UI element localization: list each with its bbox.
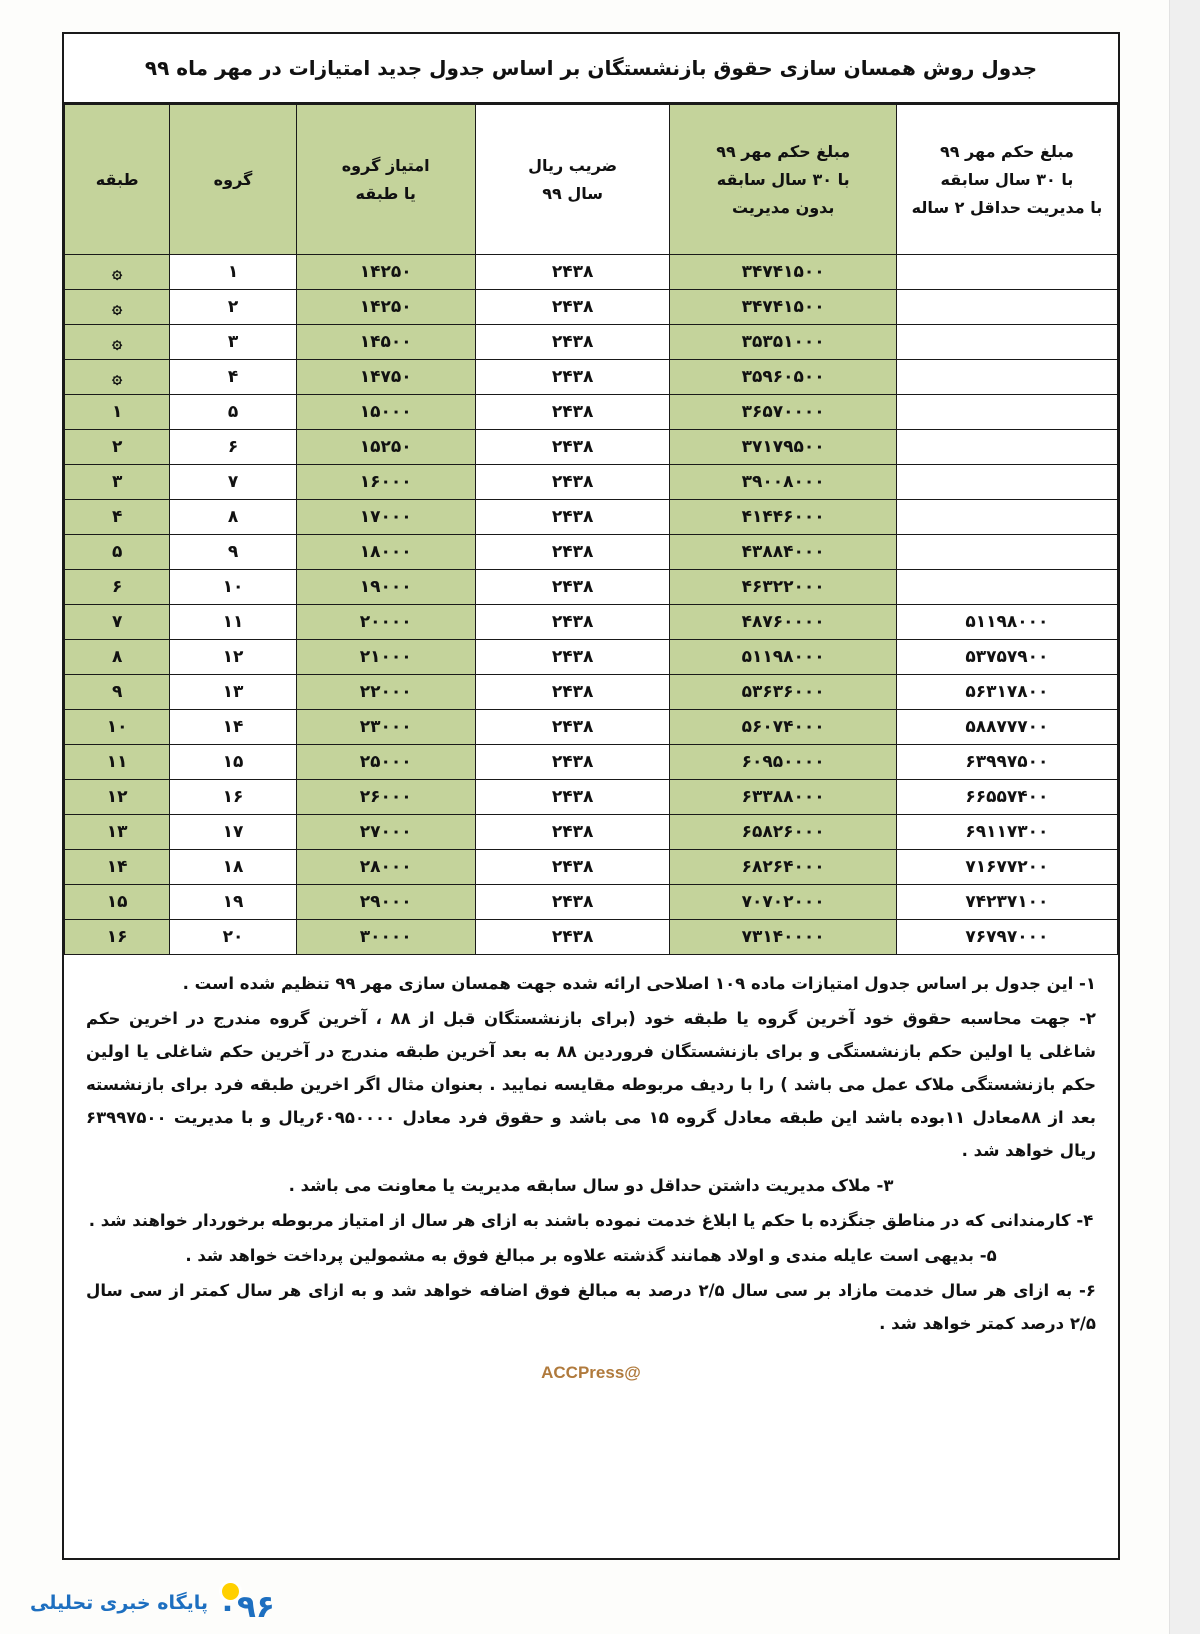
cell-emtiaz: ۲۸۰۰۰	[296, 850, 475, 885]
cell-emtiaz: ۳۰۰۰۰	[296, 920, 475, 955]
table-row	[65, 430, 1118, 465]
table-header	[65, 105, 1118, 255]
cell-ba-modiriat: ۶۹۱۱۷۳۰۰	[896, 815, 1117, 850]
document-sheet	[62, 32, 1120, 1560]
table-row	[65, 675, 1118, 710]
cell-bedoon-modiriat: ۴۸۷۶۰۰۰۰	[670, 605, 896, 640]
cell-ba-modiriat	[896, 325, 1117, 360]
cell-tabaghe: ۲	[65, 430, 170, 465]
cell-group: ۵	[170, 395, 296, 430]
cell-zarib: ۲۴۳۸	[475, 465, 670, 500]
cell-zarib: ۲۴۳۸	[475, 325, 670, 360]
cell-tabaghe: ۱۰	[65, 710, 170, 745]
cell-ba-modiriat: ۵۶۳۱۷۸۰۰	[896, 675, 1117, 710]
column-header-bedoon-modiriat	[670, 105, 896, 255]
cell-bedoon-modiriat: ۳۷۱۷۹۵۰۰	[670, 430, 896, 465]
cell-bedoon-modiriat: ۶۰۹۵۰۰۰۰	[670, 745, 896, 780]
cell-tabaghe: ۞	[65, 325, 170, 360]
cell-zarib: ۲۴۳۸	[475, 290, 670, 325]
cell-zarib: ۲۴۳۸	[475, 675, 670, 710]
table-row	[65, 360, 1118, 395]
cell-bedoon-modiriat: ۳۴۷۴۱۵۰۰	[670, 290, 896, 325]
cell-zarib: ۲۴۳۸	[475, 920, 670, 955]
note-item: ۴- کارمندانی که در مناطق جنگزده با حکم یا ابلاغ خدمت نموده باشند به ازای هر سال از امتیاز مربوطه برخوردار خواهند شد .	[88, 1211, 1094, 1230]
header-line: مبلغ حکم مهر ۹۹	[939, 141, 1074, 161]
logo-text: ۰۹۶	[218, 1589, 275, 1625]
header-line: ضریب ریال	[528, 155, 618, 175]
page-right-edge	[1169, 0, 1200, 1634]
table-row	[65, 920, 1118, 955]
cell-ba-modiriat: ۶۶۵۵۷۴۰۰	[896, 780, 1117, 815]
cell-emtiaz: ۱۹۰۰۰	[296, 570, 475, 605]
header-line: با ۳۰ سال سابقه	[940, 169, 1074, 189]
cell-zarib: ۲۴۳۸	[475, 885, 670, 920]
cell-tabaghe: ۳	[65, 465, 170, 500]
cell-group: ۱۹	[170, 885, 296, 920]
cell-emtiaz: ۲۷۰۰۰	[296, 815, 475, 850]
cell-group: ۲۰	[170, 920, 296, 955]
table-row	[65, 290, 1118, 325]
watermark-logo-icon	[218, 1581, 275, 1625]
column-header-zarib	[475, 105, 670, 255]
note-item: ۱- این جدول بر اساس جدول امتیازات ماده ۱۰۹ اصلاحی ارائه شده جهت همسان سازی مهر ۹۹ تنظیم شده است .	[182, 974, 1096, 993]
note-item: ۲- جهت محاسبه حقوق خود آخرین گروه یا طبقه خود (برای بازنشستگان قبل از ۸۸ ، آخرین گروه مندرج در اخرین حکم شاغلی یا اولین حکم بازنشستگی و برای بازنشستگان فروردین ۸۸ به بعد آخرین طبقه مندرج در آخرین حکم شاغلی یا اولین حکم بازنشستگی ملاک عمل می باشد ) را با ردیف مربوطه مقایسه نمایید . بعنوان مثال اگر اخرین طبقه فرد برای بازنشسته بعد از ۸۸معادل ۱۱بوده باشد این طبقه معادل گروه ۱۵ می باشد و حقوق فرد معادل ۶۰۹۵۰۰۰۰ریال و با مدیریت ۶۳۹۹۷۵۰۰ ریال خواهد شد .	[86, 1009, 1096, 1160]
cell-zarib: ۲۴۳۸	[475, 745, 670, 780]
cell-zarib: ۲۴۳۸	[475, 535, 670, 570]
cell-ba-modiriat: ۷۶۷۹۷۰۰۰	[896, 920, 1117, 955]
cell-emtiaz: ۲۲۰۰۰	[296, 675, 475, 710]
cell-ba-modiriat	[896, 430, 1117, 465]
cell-bedoon-modiriat: ۳۶۵۷۰۰۰۰	[670, 395, 896, 430]
cell-zarib: ۲۴۳۸	[475, 605, 670, 640]
cell-tabaghe: ۱۳	[65, 815, 170, 850]
cell-ba-modiriat: ۶۳۹۹۷۵۰۰	[896, 745, 1117, 780]
table-row	[65, 255, 1118, 290]
cell-bedoon-modiriat: ۷۳۱۴۰۰۰۰	[670, 920, 896, 955]
cell-tabaghe: ۱	[65, 395, 170, 430]
note-item: ۶- به ازای هر سال خدمت مازاد بر سی سال ۲/۵ درصد به مبالغ فوق اضافه خواهد شد و به ازای هر سال کمتر از سی سال ۲/۵ درصد کمتر خواهد شد .	[86, 1281, 1096, 1333]
cell-zarib: ۲۴۳۸	[475, 640, 670, 675]
cell-zarib: ۲۴۳۸	[475, 815, 670, 850]
column-header-emtiaz	[296, 105, 475, 255]
cell-ba-modiriat	[896, 500, 1117, 535]
cell-bedoon-modiriat: ۴۳۸۸۴۰۰۰	[670, 535, 896, 570]
cell-group: ۱۰	[170, 570, 296, 605]
cell-emtiaz: ۱۴۲۵۰	[296, 290, 475, 325]
column-header-tabaghe	[65, 105, 170, 255]
cell-group: ۹	[170, 535, 296, 570]
cell-bedoon-modiriat: ۴۶۳۲۲۰۰۰	[670, 570, 896, 605]
cell-tabaghe: ۱۴	[65, 850, 170, 885]
cell-bedoon-modiriat: ۳۴۷۴۱۵۰۰	[670, 255, 896, 290]
cell-zarib: ۲۴۳۸	[475, 780, 670, 815]
cell-bedoon-modiriat: ۶۸۲۶۴۰۰۰	[670, 850, 896, 885]
cell-zarib: ۲۴۳۸	[475, 255, 670, 290]
header-line: با ۳۰ سال سابقه	[716, 169, 850, 189]
header-line: طبقه	[95, 169, 139, 189]
table-row	[65, 535, 1118, 570]
cell-tabaghe: ۱۱	[65, 745, 170, 780]
cell-tabaghe: ۱۲	[65, 780, 170, 815]
note-item: ۵- بدیهی است عایله مندی و اولاد همانند گذشته علاوه بر مبالغ فوق به مشمولین پرداخت خواهد شد .	[185, 1246, 997, 1265]
cell-bedoon-modiriat: ۷۰۷۰۲۰۰۰	[670, 885, 896, 920]
cell-group: ۱۱	[170, 605, 296, 640]
table-row	[65, 640, 1118, 675]
cell-bedoon-modiriat: ۳۵۹۶۰۵۰۰	[670, 360, 896, 395]
cell-tabaghe: ۸	[65, 640, 170, 675]
cell-group: ۱۴	[170, 710, 296, 745]
table-header-row	[65, 105, 1118, 255]
cell-ba-modiriat	[896, 360, 1117, 395]
cell-emtiaz: ۲۶۰۰۰	[296, 780, 475, 815]
page-title: جدول روش همسان سازی حقوق بازنشستگان بر اساس جدول جدید امتیازات در مهر ماه ۹۹	[64, 34, 1118, 104]
cell-ba-modiriat	[896, 395, 1117, 430]
watermark-text: پایگاه خبری تحلیلی	[30, 1592, 209, 1614]
cell-group: ۴	[170, 360, 296, 395]
table-row	[65, 570, 1118, 605]
cell-ba-modiriat	[896, 290, 1117, 325]
cell-group: ۷	[170, 465, 296, 500]
cell-zarib: ۲۴۳۸	[475, 430, 670, 465]
cell-group: ۱۳	[170, 675, 296, 710]
cell-group: ۱۷	[170, 815, 296, 850]
cell-emtiaz: ۲۹۰۰۰	[296, 885, 475, 920]
source-handle: @ACCPress	[541, 1363, 641, 1382]
cell-ba-modiriat: ۵۳۷۵۷۹۰۰	[896, 640, 1117, 675]
table-row	[65, 745, 1118, 780]
cell-emtiaz: ۱۵۲۵۰	[296, 430, 475, 465]
header-line: یا طبقه	[355, 183, 416, 203]
cell-tabaghe: ۞	[65, 255, 170, 290]
cell-emtiaz: ۱۴۷۵۰	[296, 360, 475, 395]
cell-group: ۸	[170, 500, 296, 535]
cell-group: ۱۵	[170, 745, 296, 780]
cell-emtiaz: ۲۳۰۰۰	[296, 710, 475, 745]
cell-ba-modiriat	[896, 255, 1117, 290]
header-line: سال ۹۹	[542, 183, 603, 203]
cell-zarib: ۲۴۳۸	[475, 850, 670, 885]
cell-ba-modiriat	[896, 465, 1117, 500]
cell-tabaghe: ۶	[65, 570, 170, 605]
cell-emtiaz: ۱۷۰۰۰	[296, 500, 475, 535]
cell-ba-modiriat	[896, 535, 1117, 570]
cell-tabaghe: ۱۶	[65, 920, 170, 955]
table-row	[65, 465, 1118, 500]
table-row	[65, 780, 1118, 815]
cell-group: ۱۸	[170, 850, 296, 885]
table-body	[65, 255, 1118, 955]
cell-group: ۱۲	[170, 640, 296, 675]
cell-group: ۲	[170, 290, 296, 325]
cell-bedoon-modiriat: ۴۱۴۴۶۰۰۰	[670, 500, 896, 535]
cell-bedoon-modiriat: ۳۵۳۵۱۰۰۰	[670, 325, 896, 360]
cell-ba-modiriat: ۵۸۸۷۷۷۰۰	[896, 710, 1117, 745]
cell-ba-modiriat	[896, 570, 1117, 605]
cell-tabaghe: ۵	[65, 535, 170, 570]
cell-tabaghe: ۞	[65, 360, 170, 395]
cell-emtiaz: ۱۴۲۵۰	[296, 255, 475, 290]
cell-zarib: ۲۴۳۸	[475, 360, 670, 395]
cell-group: ۱	[170, 255, 296, 290]
table-row	[65, 325, 1118, 360]
column-header-group	[170, 105, 296, 255]
cell-bedoon-modiriat: ۶۳۳۸۸۰۰۰	[670, 780, 896, 815]
cell-emtiaz: ۱۶۰۰۰	[296, 465, 475, 500]
cell-emtiaz: ۱۵۰۰۰	[296, 395, 475, 430]
table-row	[65, 710, 1118, 745]
header-line: امتیاز گروه	[341, 155, 430, 175]
table-row	[65, 500, 1118, 535]
cell-zarib: ۲۴۳۸	[475, 570, 670, 605]
table-row	[65, 850, 1118, 885]
cell-bedoon-modiriat: ۳۹۰۰۸۰۰۰	[670, 465, 896, 500]
note-item: ۳- ملاک مدیریت داشتن حداقل دو سال سابقه مدیریت یا معاونت می باشد .	[288, 1176, 894, 1195]
notes-section	[64, 955, 1118, 1396]
cell-tabaghe: ۱۵	[65, 885, 170, 920]
cell-tabaghe: ۷	[65, 605, 170, 640]
cell-ba-modiriat: ۷۴۲۳۷۱۰۰	[896, 885, 1117, 920]
cell-zarib: ۲۴۳۸	[475, 710, 670, 745]
cell-zarib: ۲۴۳۸	[475, 395, 670, 430]
cell-bedoon-modiriat: ۶۵۸۲۶۰۰۰	[670, 815, 896, 850]
cell-tabaghe: ۹	[65, 675, 170, 710]
header-line: با مدیریت حداقل ۲ ساله	[911, 197, 1103, 217]
cell-zarib: ۲۴۳۸	[475, 500, 670, 535]
table-row	[65, 605, 1118, 640]
cell-emtiaz: ۲۱۰۰۰	[296, 640, 475, 675]
cell-emtiaz: ۲۰۰۰۰	[296, 605, 475, 640]
cell-ba-modiriat: ۷۱۶۷۷۲۰۰	[896, 850, 1117, 885]
cell-ba-modiriat: ۵۱۱۹۸۰۰۰	[896, 605, 1117, 640]
cell-emtiaz: ۱۴۵۰۰	[296, 325, 475, 360]
header-line: مبلغ حکم مهر ۹۹	[716, 141, 851, 161]
watermark	[0, 1572, 1200, 1634]
cell-bedoon-modiriat: ۵۳۶۳۶۰۰۰	[670, 675, 896, 710]
cell-emtiaz: ۱۸۰۰۰	[296, 535, 475, 570]
header-line: بدون مدیریت	[731, 197, 835, 217]
cell-group: ۱۶	[170, 780, 296, 815]
cell-bedoon-modiriat: ۵۱۱۹۸۰۰۰	[670, 640, 896, 675]
cell-group: ۶	[170, 430, 296, 465]
header-line: گروه	[213, 169, 253, 189]
cell-tabaghe: ۴	[65, 500, 170, 535]
table-row	[65, 395, 1118, 430]
table-row	[65, 815, 1118, 850]
cell-emtiaz: ۲۵۰۰۰	[296, 745, 475, 780]
table-row	[65, 885, 1118, 920]
cell-tabaghe: ۞	[65, 290, 170, 325]
cell-group: ۳	[170, 325, 296, 360]
salary-table	[64, 104, 1118, 955]
column-header-ba-modiriat	[896, 105, 1117, 255]
cell-bedoon-modiriat: ۵۶۰۷۴۰۰۰	[670, 710, 896, 745]
